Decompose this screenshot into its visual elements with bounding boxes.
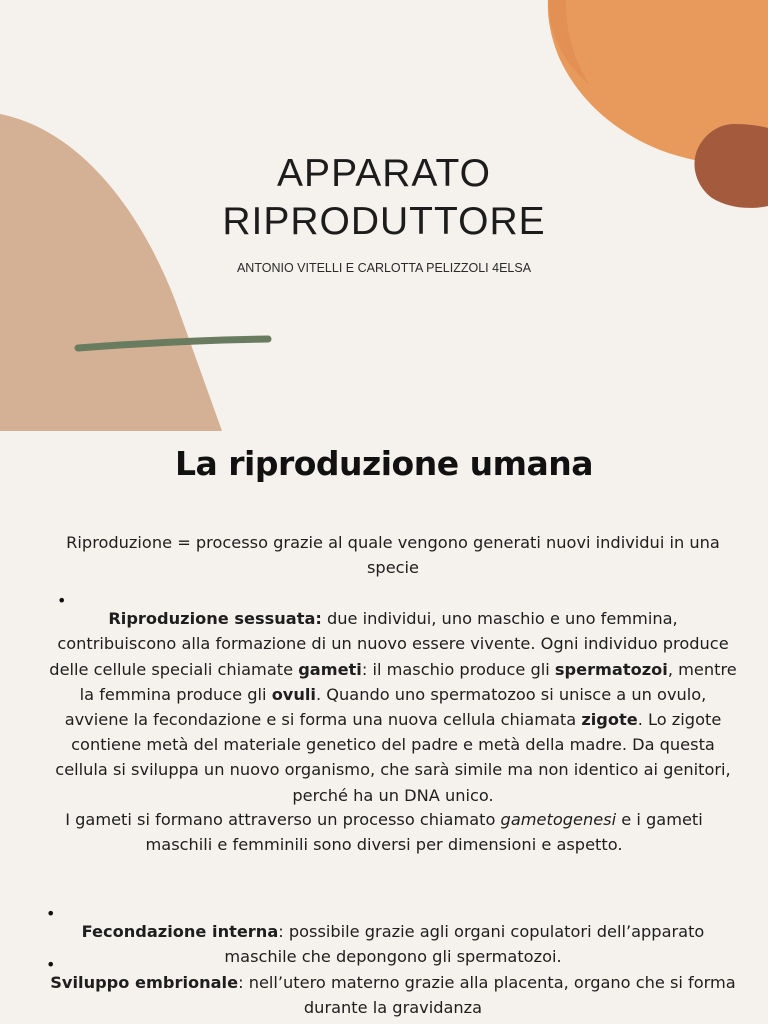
gametogenesi-paragraph: I gameti si formano attraverso un processo chiamato gametogenesi e i gameti maschili e femminili sono diversi per dimensioni e aspetto. [65, 810, 703, 855]
bullet-marker: • [46, 955, 56, 974]
sviluppo-label: Sviluppo embrionale [50, 973, 239, 993]
bullet-marker: • [46, 904, 56, 923]
term-gameti: gameti [298, 659, 362, 679]
term-gametogenesi: gametogenesi [500, 810, 617, 830]
sessuata-label: Riproduzione sessuata: [108, 609, 322, 629]
authors-subtitle: ANTONIO VITELLI E CARLOTTA PELIZZOLI 4ELSA [236, 261, 532, 275]
section-heading: La riproduzione umana [174, 444, 594, 483]
bullet-marker: • [57, 591, 67, 610]
title-line-1: APPARATO [277, 152, 491, 195]
bullet-fecondazione-interna: Fecondazione interna: possibile grazie agli organi copulatori dell’apparato maschile che depongono gli spermatozoi. [81, 922, 705, 967]
bullet-riproduzione-sessuata: Riproduzione sessuata: due individui, uno maschio e uno femmina, contribuiscono alla formazione di un nuovo essere vivente. Ogni individuo produce delle cellule speciali chiamate gameti: il maschio produce gli spermatozoi, mentre la femmina produce gli ovuli. Quando uno spermatozoo si unisce a un ovulo, avviene la fecondazione e si forma una nuova cellula chiamata zigote. Lo zigote contiene metà del materiale genetico del padre e metà della madre. Da questa cellula si sviluppa un nuovo organismo, che sarà simile ma non identico ai genitori, perché ha un DNA unico. [49, 609, 737, 805]
fecondazione-label: Fecondazione interna [81, 922, 279, 942]
definition-paragraph: Riproduzione = processo grazie al quale vengono generati nuovi individui in una specie [66, 533, 720, 578]
title-line-2: RIPRODUTTORE [222, 200, 546, 243]
cover-title [0, 150, 768, 246]
term-spermatozoi: spermatozoi [554, 659, 668, 679]
term-zigote: zigote [581, 710, 638, 729]
term-ovuli: ovuli [271, 684, 316, 704]
bullet-sviluppo-embrionale: Sviluppo embrionale: nell’utero materno grazie alla placenta, organo che si forma durante la gravidanza [50, 973, 736, 1018]
